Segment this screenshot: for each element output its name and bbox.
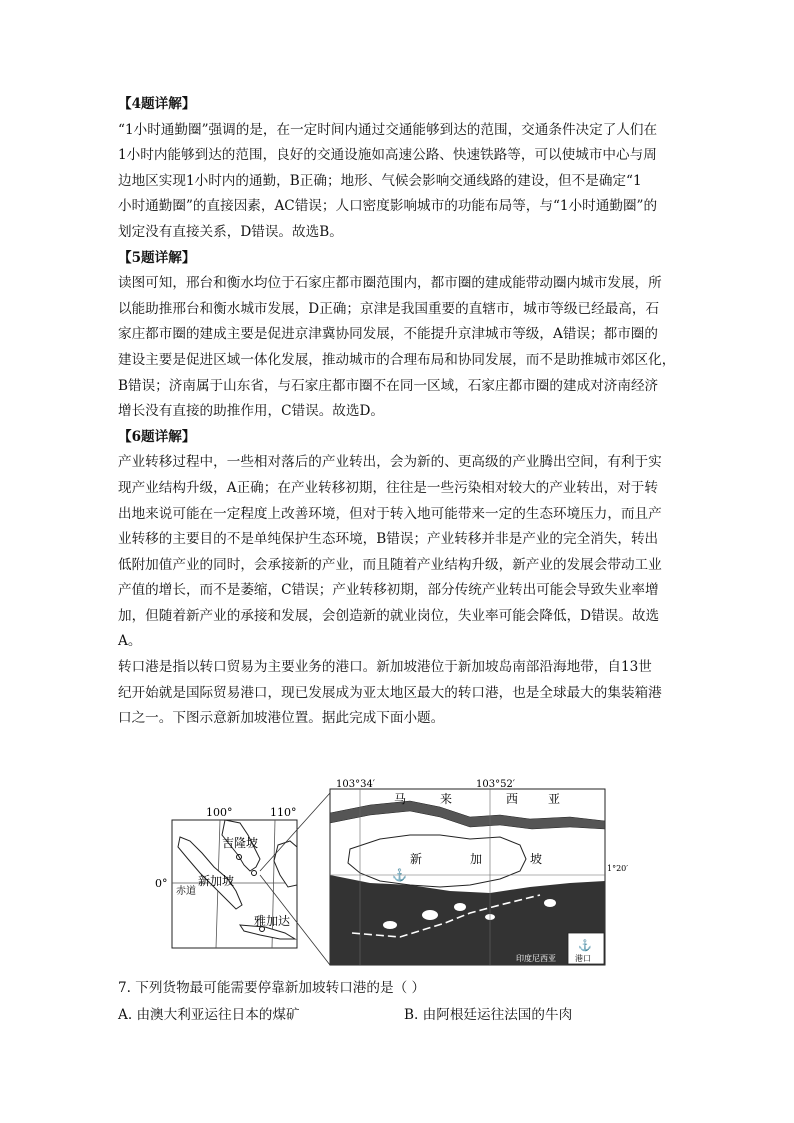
paragraph-line: 小时通勤圈”的直接因素，AC错误；人口密度影响城市的功能布局等，与“1小时通勤圈”的	[118, 198, 658, 215]
section-title: 【4题详解】	[118, 96, 196, 112]
paragraph-line: 边地区实现1小时内的通勤，B正确；地形、气候会影响交通线路的建设，但不是确定“1	[118, 172, 642, 189]
paragraph-line: “1小时通勤圈”强调的是，在一定时间内通过交通能够到达的范围，交通条件决定了人们在	[118, 121, 658, 138]
paragraph-line: 出地来说可能在一定程度上改善环境，但对于转入地可能带来一定的生态环境压力，而且产	[118, 505, 662, 522]
lon-label: 103°34′	[336, 779, 376, 790]
paragraph-line: 转口港是指以转口贸易为主要业务的港口。新加坡港位于新加坡岛南部沿海地带，自13世	[118, 659, 652, 676]
paragraph-line: B错误；济南属于山东省，与石家庄都市圈不在同一区域，石家庄都市圈的建成对济南经济	[118, 377, 659, 394]
island-label: 新	[410, 852, 423, 866]
region-label: 来	[440, 792, 453, 806]
map-svg	[155, 775, 629, 970]
paragraph-line: 建设主要是促进区域一体化发展，推动城市的合理布局和协同发展，而不是助推城市郊区化，	[118, 351, 676, 368]
paragraph-line: 口之一。下图示意新加坡港位置。据此完成下面小题。	[118, 710, 445, 727]
small-map	[155, 806, 297, 948]
region-label: 马	[394, 792, 407, 806]
anchor-icon: ⚓	[578, 939, 592, 952]
lon-label: 100°	[206, 806, 233, 819]
lat-label: 0°	[155, 877, 168, 890]
anchor-icon: ⚓	[392, 868, 407, 882]
lon-label: 103°52′	[476, 779, 516, 790]
equator-label: 赤道	[176, 886, 196, 897]
section-5	[118, 246, 678, 425]
section-6	[118, 425, 678, 655]
question-stem: 7. 下列货物最可能需要停靠新加坡转口港的是（ ）	[118, 980, 426, 996]
large-map	[330, 779, 628, 965]
city-label-kuala-lumpur: 吉隆坡	[222, 836, 259, 850]
section-title: 【6题详解】	[118, 428, 196, 445]
singapore-port-map-figure	[155, 775, 629, 970]
paragraph-line: 家庄都市圈的建成主要是促进京津冀协同发展，不能提升京津城市等级，A错误；都市圈的	[118, 326, 658, 343]
option-b: B. 由阿根廷运往法国的牛肉	[404, 1007, 573, 1023]
document-body	[118, 92, 678, 732]
paragraph-line: 加，但随着新产业的承接和发展，会创造新的就业岗位，失业率可能会降低，D错误。故选	[118, 607, 660, 624]
island-label: 加	[470, 852, 483, 866]
paragraph-line: A。	[118, 633, 142, 650]
paragraph-line: 产值的增长，而不是萎缩，C错误；产业转移初期，部分传统产业转出可能会导致失业率增	[118, 582, 659, 599]
option-a: A. 由澳大利亚运往日本的煤矿	[118, 1007, 300, 1023]
paragraph-line: 现产业结构升级，A正确；在产业转移初期，往往是一些污染相对较大的产业转出，对于转	[118, 479, 658, 496]
region-label: 西	[506, 792, 519, 806]
paragraph-line: 业转移的主要目的不是单纯保护生态环境，B错误；产业转移并非是产业的完全消失，转出	[118, 531, 659, 548]
section-title: 【5题详解】	[118, 249, 196, 266]
paragraph-line: 纪开始就是国际贸易港口，现已发展成为亚太地区最大的转口港，也是全球最大的集装箱港	[118, 684, 662, 701]
lat-label: 1°20′	[607, 864, 629, 873]
indonesia-label: 印度尼西亚	[516, 954, 556, 963]
paragraph-line: 读图可知，邢台和衡水均位于石家庄都市圈范围内，都市圈的建成能带动圈内城市发展，所	[118, 275, 662, 292]
island-label: 坡	[530, 852, 543, 866]
city-label-jakarta: 雅加达	[254, 914, 291, 928]
legend-label: 港口	[575, 954, 591, 963]
paragraph-line: 增长没有直接的助推作用，C错误。故选D。	[118, 403, 384, 420]
section-4	[118, 92, 678, 246]
passage-intro	[118, 655, 678, 732]
city-label-singapore: 新加坡	[198, 874, 235, 888]
paragraph-line: 1小时内能够到达的范围，良好的交通设施如高速公路、快速铁路等，可以使城市中心与周	[118, 147, 657, 164]
paragraph-line: 产业转移过程中，一些相对落后的产业转出，会为新的、更高级的产业腾出空间，有利于实	[118, 454, 662, 471]
lon-label: 110°	[270, 806, 297, 819]
region-label: 亚	[548, 792, 561, 806]
paragraph-line: 划定没有直接关系，D错误。故选B。	[118, 223, 343, 240]
paragraph-line: 低附加值产业的同时，会承接新的产业，而且随着产业结构升级，新产业的发展会带动工业	[118, 556, 662, 573]
paragraph-line: 以能助推邢台和衡水城市发展，D正确；京津是我国重要的直辖市，城市等级已经最高，石	[118, 300, 660, 317]
